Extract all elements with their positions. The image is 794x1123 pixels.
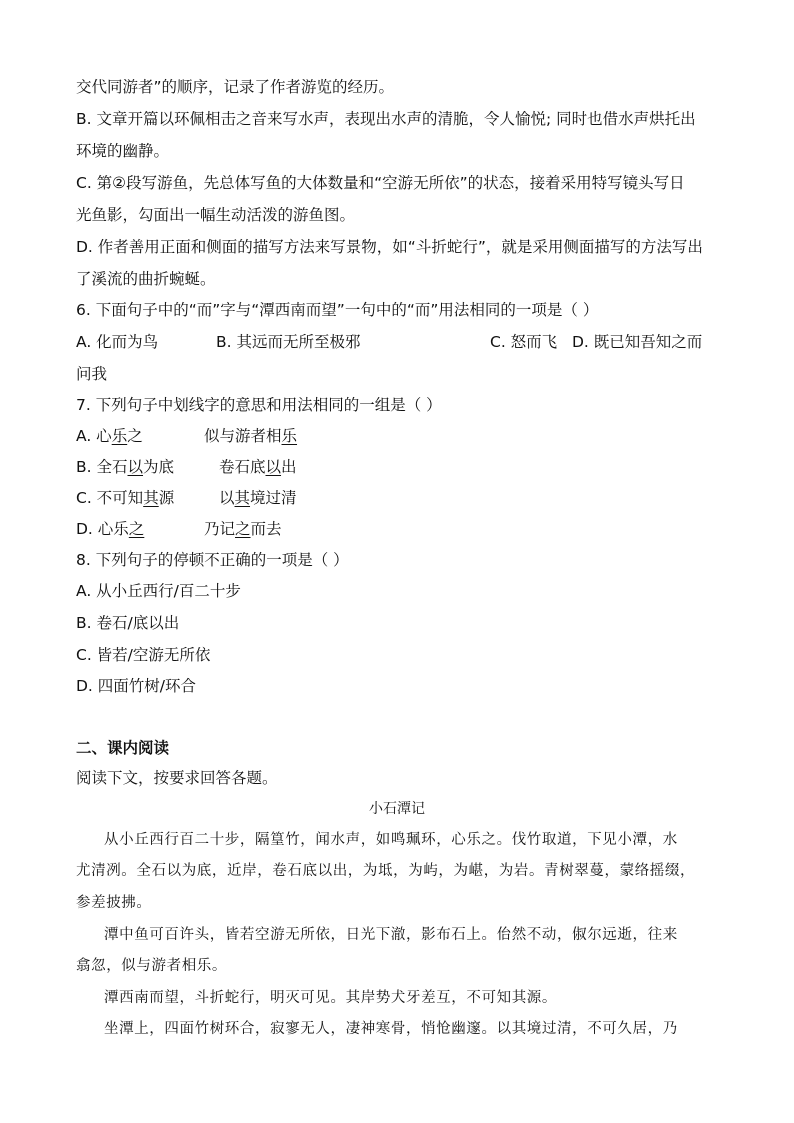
q7-stem: 7. 下列句子中划线字的意思和用法相同的一组是（ ） [76,396,442,414]
q6-options [76,332,726,352]
underlined-char: 其 [234,489,251,507]
q8-stem: 8. 下列句子的停顿不正确的一项是（ ） [76,551,349,569]
passage-p2-line1: 潭中鱼可百许头，皆若空游无所依，日光下澈，影布石上。佁然不动，俶尔远逝，往来 [104,927,678,943]
q8-option-b: B. 卷石/底以出 [76,614,180,632]
q5-option-c-line2: 光鱼影，勾面出一幅生动活泼的游鱼图。 [76,206,356,224]
q6-option-a: A. 化而为鸟 [76,333,159,351]
passage-title: 小石潭记 [369,801,425,817]
section-heading: 二、课内阅读 [76,739,170,757]
passage-p3: 潭西南而望，斗折蛇行，明灭可见。其岸势犬牙差互，不可知其源。 [104,990,557,1006]
q8-option-d: D. 四面竹树/环合 [76,677,197,695]
q5-option-d-line1: D. 作者善用正面和侧面的描写方法来写景物，如“斗折蛇行”，就是采用侧面描写的方法写出 [76,238,703,256]
underlined-char: 乐 [281,427,298,445]
passage-p4-line1: 坐潭上，四面竹树环合，寂寥无人，凄神寒骨，悄怆幽邃。以其境过清，不可久居，乃 [104,1021,678,1037]
underlined-char: 之 [235,520,251,538]
q7-option-c: C. 不可知其源 以其境过清 [76,489,297,507]
q6-option-c: C. 怒而飞 [490,333,558,351]
q6-option-d: D. 既已知吾知之而 [572,333,703,351]
underlined-char: 以 [265,458,282,476]
q7-option-d: D. 心乐之 乃记之而去 [76,520,282,538]
underlined-char: 以 [127,458,144,476]
reading-instruction: 阅读下文，按要求回答各题。 [76,769,278,787]
q6-option-d-continued: 问我 [76,365,108,383]
q5-option-d-line2: 了溪流的曲折蜿蜒。 [76,270,216,288]
passage-p1-line2: 尤清冽。全石以为底，近岸，卷石底以出，为坻，为屿，为嵁，为岩。青树翠蔓，蒙络摇缀， [76,863,696,879]
q6-option-b: B. 其远而无所至极邪 [216,333,361,351]
q5-option-b-line2: 环境的幽静。 [76,142,170,160]
passage-p1-line3: 参差披拂。 [76,895,152,911]
q8-option-c: C. 皆若/空游无所依 [76,646,211,664]
q6-stem: 6. 下面句子中的“而”字与“潭西南而望”一句中的“而”用法相同的一项是（ ） [76,301,599,319]
underlined-char: 乐 [111,427,128,445]
underlined-char: 之 [128,520,145,538]
underlined-char: 其 [143,489,159,507]
q8-option-a: A. 从小丘西行/百二十步 [76,582,241,600]
q5-option-c-line1: C. 第②段写游鱼，先总体写鱼的大体数量和“空游无所依”的状态，接着采用特写镜头写日 [76,174,685,192]
passage-p2-line2: 翕忽，似与游者相乐。 [76,958,227,974]
q7-option-a: A. 心乐之 似与游者相乐 [76,427,298,445]
q7-option-b: B. 全石以为底 卷石底以出 [76,458,297,476]
q5-option-b-line1: B. 文章开篇以环佩相击之音来写水声，表现出水声的清脆，令人愉悦; 同时也借水声烘托出 [76,110,696,128]
q5-option-a-continued: 交代同游者”的顺序，记录了作者游览的经历。 [76,78,395,96]
passage-p1-line1: 从小丘西行百二十步，隔篁竹，闻水声，如鸣珮环，心乐之。伐竹取道，下见小潭，水 [104,832,678,848]
